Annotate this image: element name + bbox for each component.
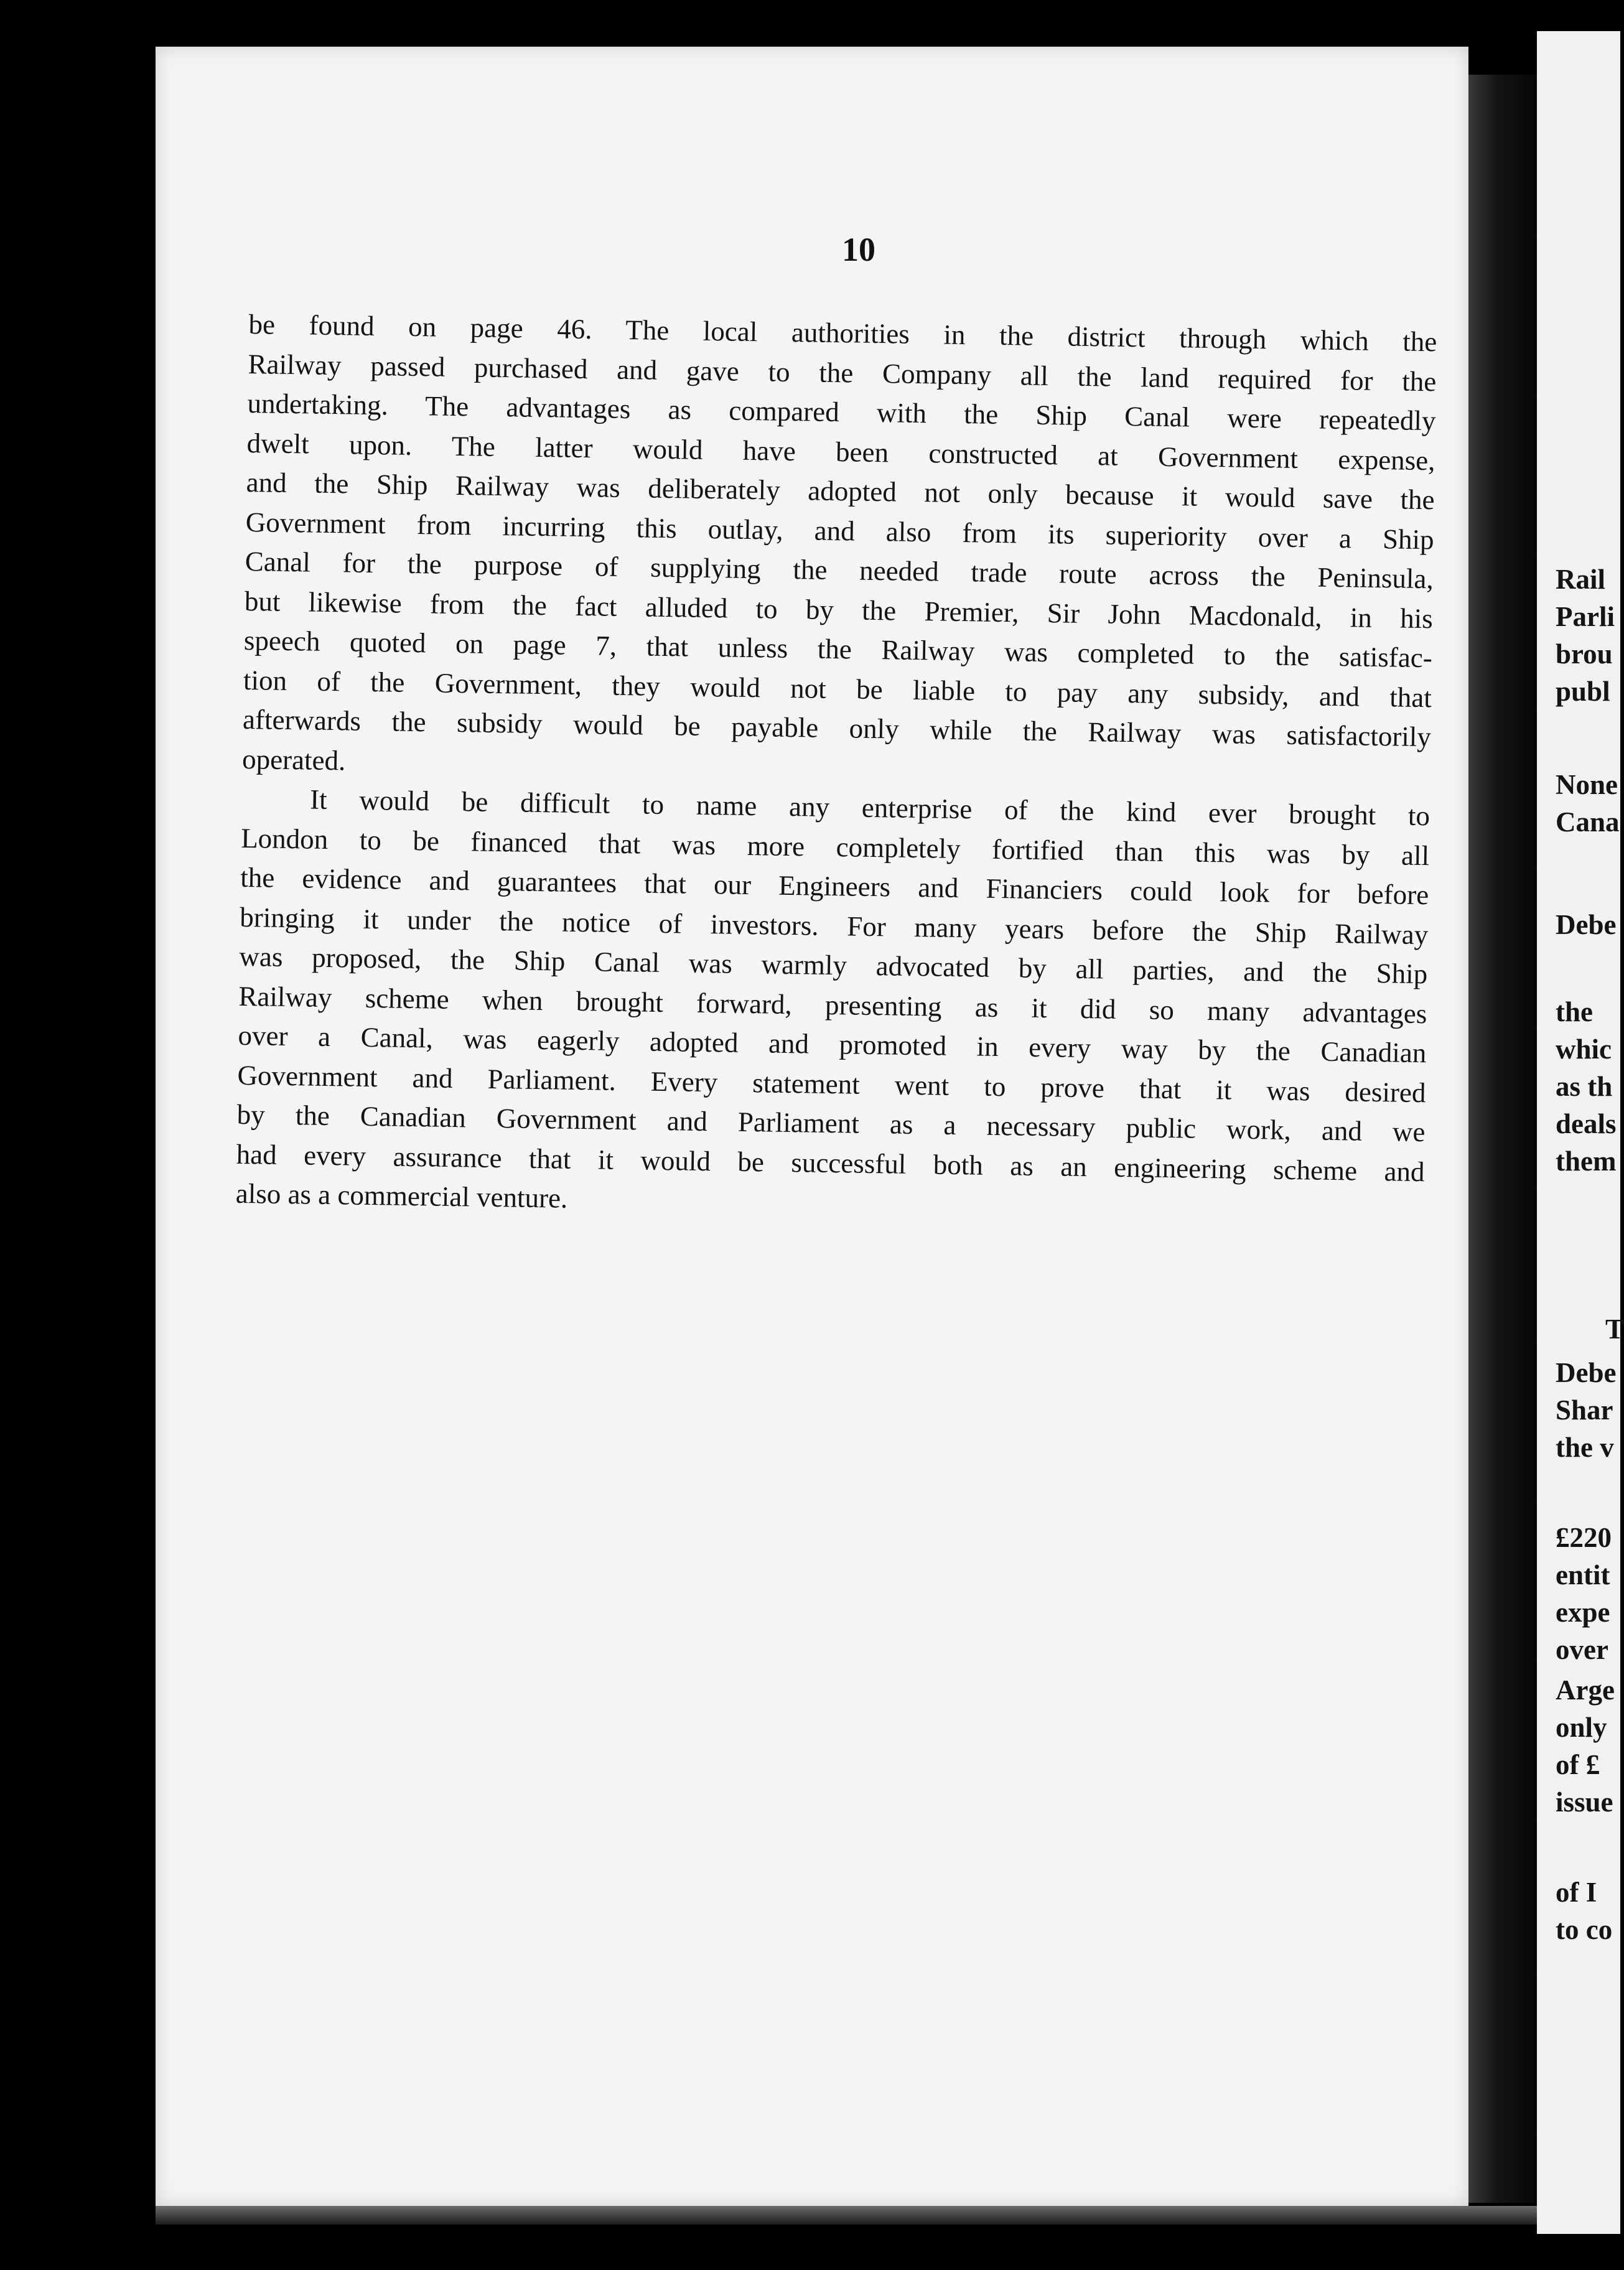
text-line: Government and Parliament. Every statement went to prove that it was desired — [237, 1059, 1426, 1108]
text-line: speech quoted on page 7, that unless the Railway was completed to the satisfac- — [243, 624, 1433, 674]
text-line: also as a commercial venture. — [235, 1177, 568, 1214]
book-gutter — [1468, 75, 1537, 2203]
text-line: by the Canadian Government and Parliament as a necessary public work, and we — [236, 1098, 1426, 1148]
facing-fragment: to co — [1556, 1914, 1613, 1945]
facing-fragment: Cana — [1556, 806, 1620, 838]
text-line: was proposed, the Ship Canal was warmly advocated by all parties, and the Ship — [239, 940, 1428, 990]
paragraph-1 — [242, 305, 1437, 796]
facing-fragment: Shar — [1556, 1394, 1613, 1426]
facing-fragment: Parli — [1556, 601, 1615, 632]
text-line: afterwards the subsidy would be payable only while the Railway was satisfactorily — [242, 703, 1432, 753]
page-bottom-edge — [156, 2206, 1537, 2225]
facing-fragment: issue — [1556, 1787, 1613, 1818]
text-line: Railway passed purchased and gave to the Company all the land required for the — [248, 348, 1437, 397]
text-line: dwelt upon. The latter would have been constructed at Government expense, — [246, 427, 1435, 476]
facing-fragment: only — [1556, 1712, 1607, 1743]
text-line: had every assurance that it would be successful both as an engineering scheme and — [236, 1138, 1425, 1187]
text-line: operated. — [241, 743, 346, 776]
text-line: undertaking. The advantages as compared with the Ship Canal were repeatedly — [247, 387, 1436, 437]
text-line: Government from incurring this outlay, and also from its superiority over a Ship — [245, 506, 1434, 555]
facing-fragment: Debe — [1556, 1357, 1617, 1388]
text-line: the evidence and guarantees that our Engineers and Financiers could look for before — [240, 861, 1429, 911]
facing-fragment: the v — [1556, 1432, 1614, 1463]
facing-fragment: T — [1605, 1314, 1624, 1345]
facing-fragment: over — [1556, 1634, 1608, 1665]
facing-fragment: publ — [1556, 676, 1610, 707]
facing-fragment: £220 — [1556, 1522, 1612, 1553]
facing-fragment: Arge — [1556, 1674, 1615, 1706]
facing-fragment: deals — [1556, 1108, 1617, 1139]
text-line: be found on page 46. The local authorities in the district through which the — [248, 308, 1437, 358]
facing-fragment: None — [1556, 769, 1618, 800]
facing-fragment: whic — [1556, 1034, 1612, 1065]
facing-fragment: the — [1556, 996, 1593, 1027]
facing-fragment: as th — [1556, 1071, 1613, 1102]
text-line: tion of the Government, they would not be liable to pay any subsidy, and that — [243, 664, 1432, 713]
text-line: but likewise from the fact alluded to by the Premier, Sir John Macdonald, in his — [244, 585, 1434, 634]
facing-fragment: of £ — [1556, 1749, 1600, 1780]
text-line: It would be difficult to name any enterprise of the kind ever brought to — [309, 783, 1430, 832]
text-line: London to be financed that was more completely fortified than this was by all — [240, 822, 1430, 871]
text-line: Canal for the purpose of supplying the needed trade route across the Peninsula, — [245, 545, 1434, 595]
text-line: bringing it under the notice of investors. For many years before the Ship Railway — [240, 901, 1429, 950]
facing-fragment: them — [1556, 1146, 1617, 1177]
paragraph-2 — [235, 779, 1430, 1231]
page-number: 10 — [842, 231, 875, 268]
text-line: Railway scheme when brought forward, presenting as it did so many advantages — [238, 980, 1427, 1029]
facing-fragment: entit — [1556, 1559, 1610, 1590]
facing-fragment: Rail — [1556, 564, 1606, 595]
facing-fragment: expe — [1556, 1597, 1610, 1628]
text-line: and the Ship Railway was deliberately adopted not only because it would save the — [246, 466, 1435, 516]
text-line: over a Canal, was eagerly adopted and promoted in every way by the Canadian — [238, 1019, 1427, 1069]
facing-fragment: Debe — [1556, 909, 1617, 940]
facing-fragment: of I — [1556, 1877, 1597, 1908]
facing-fragment: brou — [1556, 638, 1613, 670]
body-text — [235, 305, 1437, 1231]
